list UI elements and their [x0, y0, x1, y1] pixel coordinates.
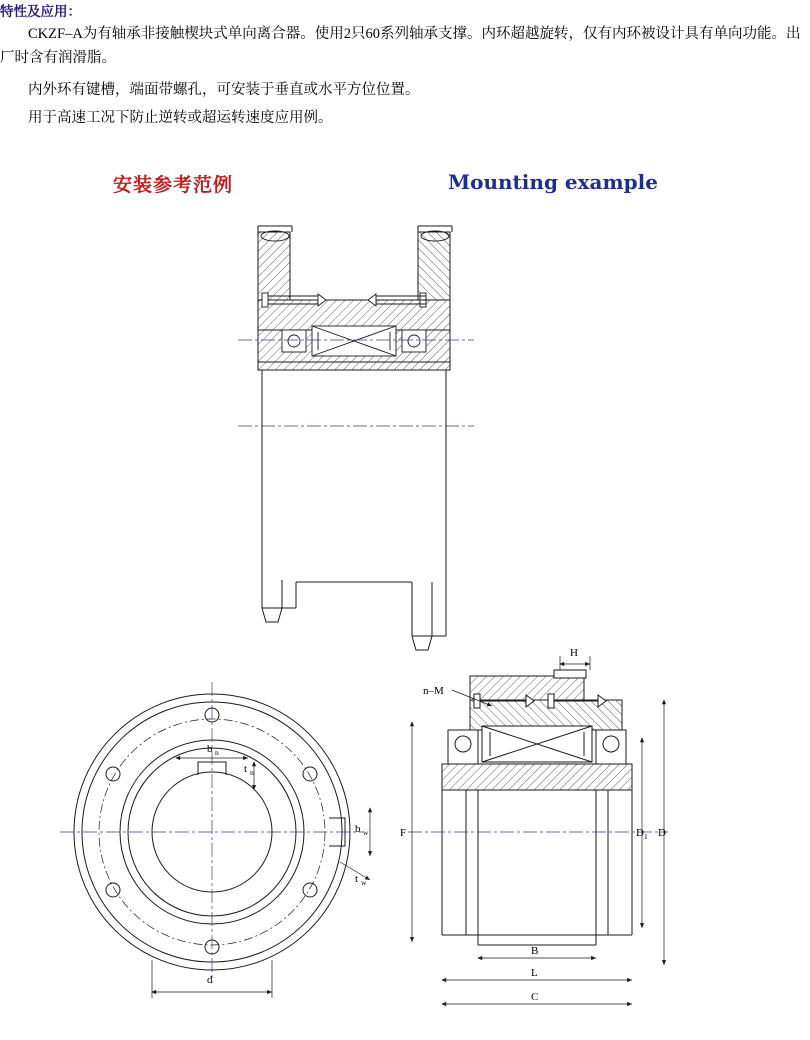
label-D1-sub: 1	[644, 832, 648, 841]
front-view-group	[74, 694, 350, 970]
label-C: C	[531, 991, 539, 1003]
heading-english: Mounting example	[448, 170, 658, 194]
label-D1: D	[636, 827, 644, 839]
heading-chinese: 安装参考范例	[113, 174, 234, 196]
label-bn: b	[207, 743, 213, 755]
front-view-dimensions	[152, 758, 370, 998]
section-title: 特性及应用：	[0, 4, 81, 20]
label-d: d	[207, 974, 213, 986]
label-H: H	[570, 647, 578, 659]
paragraph-2: 内外环有键槽，端面带螺孔，可安装于垂直或水平方位位置。	[28, 82, 420, 98]
side-view-dimensions	[412, 656, 664, 1004]
label-n-M: n–M	[423, 685, 444, 697]
label-bw-sub: w	[363, 828, 369, 837]
label-F: F	[400, 827, 407, 839]
isometric-view-group	[258, 226, 452, 650]
paragraph-3: 用于高速工况下防止逆转或超运转速度应用例。	[28, 110, 333, 126]
isometric-centerlines	[238, 340, 474, 426]
side-view-group	[442, 670, 632, 945]
label-bw: b	[355, 823, 361, 835]
label-B: B	[531, 945, 539, 957]
label-tn-sub: n	[250, 768, 254, 777]
label-bn-sub: n	[215, 748, 219, 757]
label-tn: t	[244, 763, 248, 775]
label-tw: t	[355, 873, 359, 885]
label-L: L	[531, 967, 538, 979]
front-view-centerlines	[60, 682, 364, 982]
paragraph-1: CKZF–A为有轴承非接触楔块式单向离合器。使用2只60系列轴承支撑。内环超越旋转，仅有内环被设计具有单向功能。出厂时含有润滑脂。	[0, 26, 801, 66]
front-view-dimension-labels	[207, 743, 369, 986]
label-D: D	[658, 827, 666, 839]
side-view-dimension-labels	[400, 647, 666, 1003]
label-tw-sub: w	[361, 878, 367, 887]
